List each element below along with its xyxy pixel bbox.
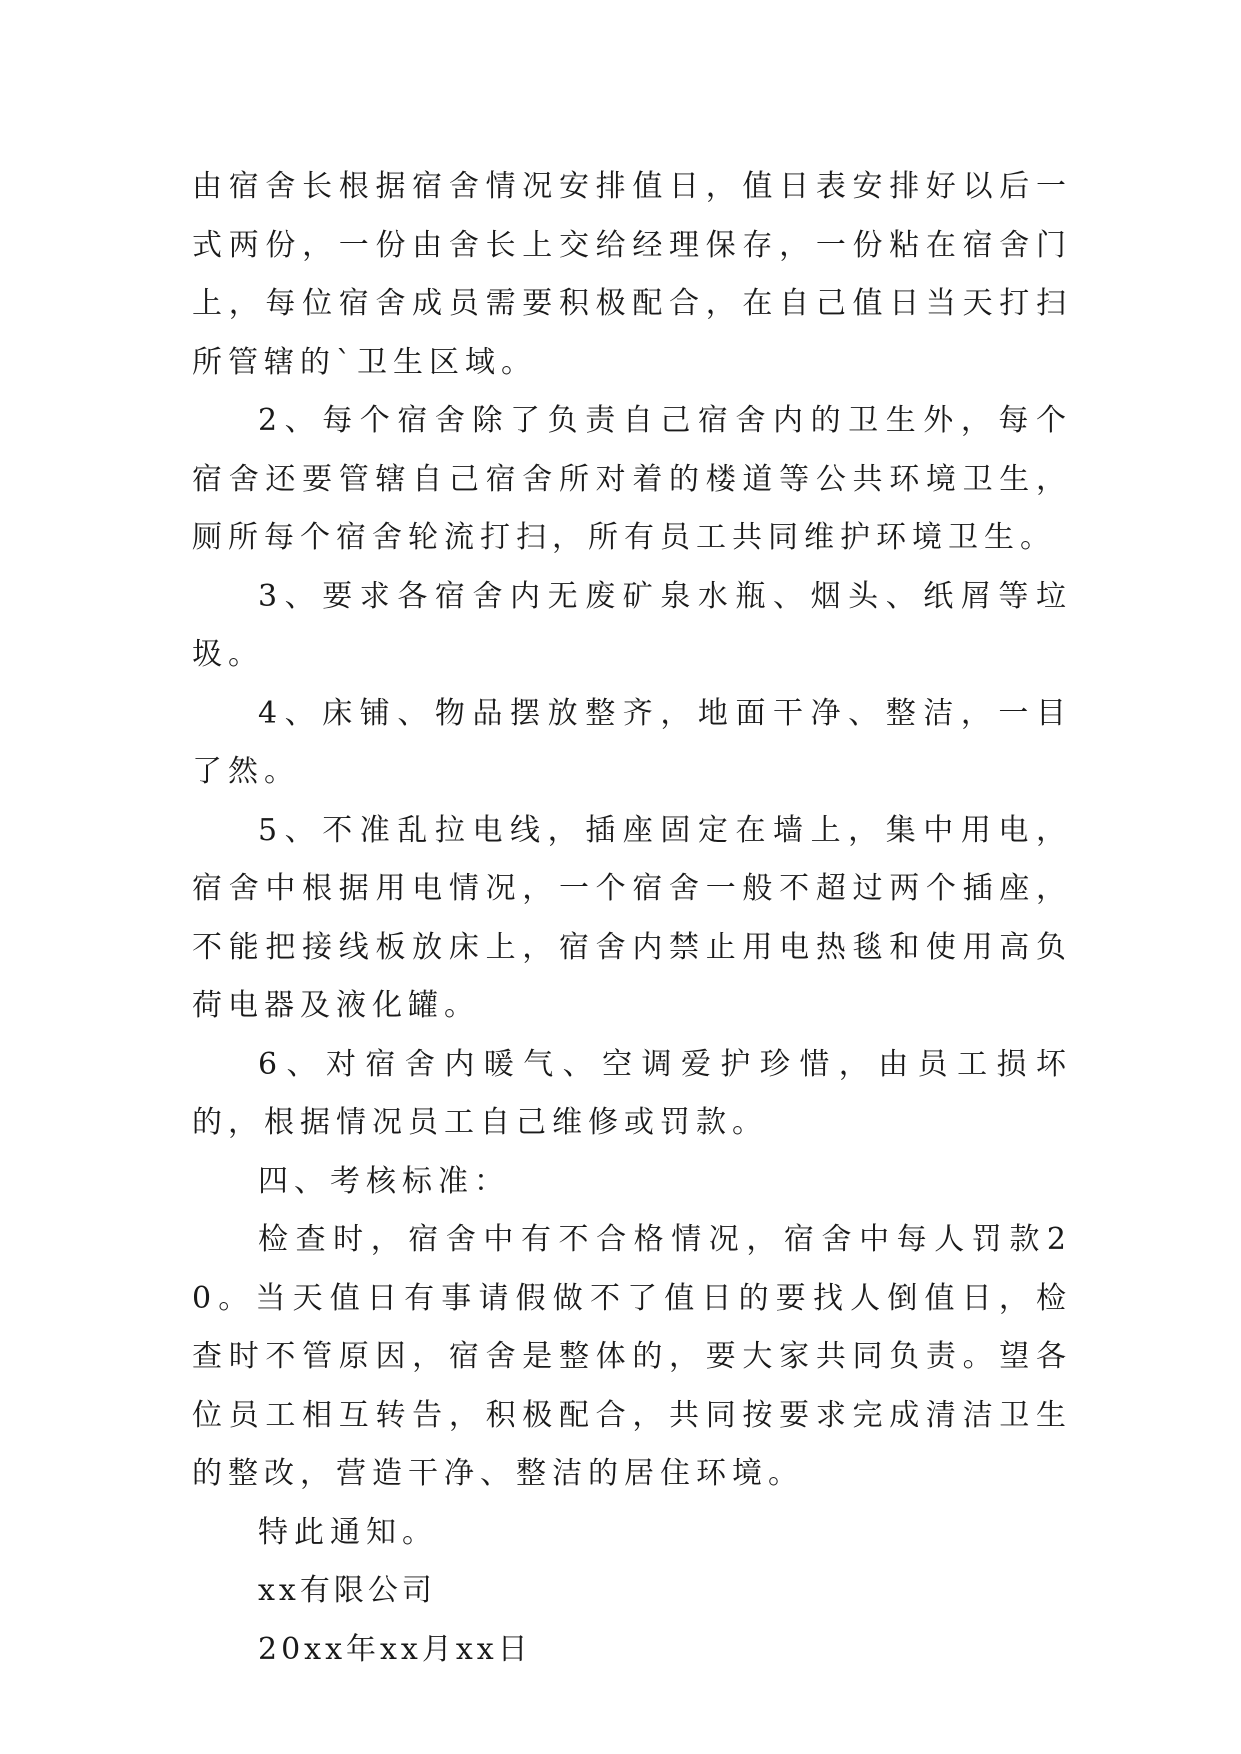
- paragraph-assessment: 检查时，宿舍中有不合格情况，宿舍中每人罚款20。当天值日有事请假做不了值日的要找人倒值日，检查时不管原因，宿舍是整体的，要大家共同负责。望各位员工相互转告，积极配合，共同按要求完成清洁卫生的整改，营造干净、整洁的居住环境。: [192, 1222, 1072, 1491]
- paragraph-rule-5: 5、不准乱拉电线，插座固定在墙上，集中用电，宿舍中根据用电情况，一个宿舍一般不超过两个插座，不能把接线板放床上，宿舍内禁止用电热毯和使用高负荷电器及液化罐。: [192, 812, 1072, 1023]
- paragraph-rule-3: 3、要求各宿舍内无废矿泉水瓶、烟头、纸屑等垃圾。: [192, 578, 1072, 672]
- paragraph-rule-2: 2、每个宿舍除了负责自己宿舍内的卫生外，每个宿舍还要管辖自己宿舍所对着的楼道等公共环境卫生，厕所每个宿舍轮流打扫，所有员工共同维护环境卫生。: [192, 403, 1072, 555]
- signature-company: xx有限公司: [258, 1573, 436, 1608]
- paragraph-rule-6: 6、对宿舍内暖气、空调爱护珍惜，由员工损坏的，根据情况员工自己维修或罚款。: [192, 1046, 1072, 1140]
- section-heading-assessment: 四、考核标准：: [258, 1163, 510, 1199]
- paragraph-notice-closing: 特此通知。: [258, 1514, 438, 1550]
- paragraph-rule-4: 4、床铺、物品摆放整齐，地面干净、整洁，一目了然。: [192, 695, 1072, 789]
- paragraph-duty-schedule: 由宿舍长根据宿舍情况安排值日，值日表安排好以后一式两份，一份由舍长上交给经理保存，一份粘在宿舍门上，每位宿舍成员需要积极配合，在自己值日当天打扫所管辖的`卫生区域。: [192, 169, 1072, 380]
- signature-date: 20xx年xx月xx日: [258, 1631, 532, 1667]
- document-body: [192, 158, 1072, 1679]
